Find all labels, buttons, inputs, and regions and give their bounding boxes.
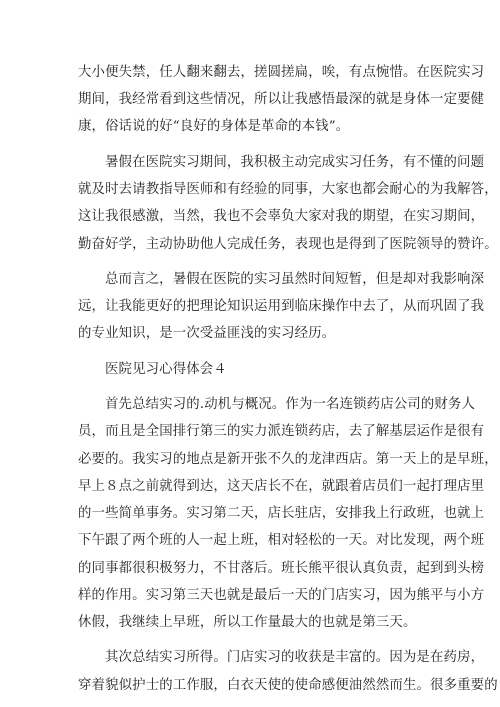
paragraph-line: 早上８点之前就得到达，这天店长不在，就跟着店员们一起打理店里 (78, 478, 485, 494)
paragraph-line: 远，让我能更好的把理论知识运用到临床操作中去了，从而巩固了我 (78, 299, 485, 315)
paragraph-line: 的专业知识，是一次受益匪浅的实习经历。 (78, 326, 336, 342)
paragraph-line: 休假，我继续上早班，所以工作量最大的也就是第三天。 (78, 615, 417, 631)
paragraph-line: 的同事都很积极努力，不甘落后。班长熊平很认真负责，起到到头榜 (78, 560, 485, 576)
paragraph-line: 总而言之，暑假在医院的实习虽然时间短暂，但是却对我影响深 (105, 271, 485, 287)
paragraph-line: 样的作用。实习第三天也就是最后一天的门店实习，因为熊平与小方 (78, 587, 485, 603)
paragraph-line: 大小便失禁，任人翻来翻去，搓圆搓扁，唉，有点惋惜。在医院实习 (78, 65, 485, 80)
paragraph-line: 康，俗话说的好“良好的身体是革命的本钱”。 (78, 119, 350, 135)
paragraph-line: 就及时去请教指导医师和有经验的同事，大家也都会耐心的为我解答， (78, 182, 498, 198)
paragraph-line: 的一些简单事务。实习第二天，店长驻店，安排我上行政班，也就上 (78, 506, 485, 522)
paragraph-line: 穿着貌似护士的工作服，白衣天使的使命感便油然然而生。很多重要的 (78, 677, 498, 693)
paragraph-line: 其次总结实习所得。门店实习的收获是丰富的。因为是在药房， (105, 650, 485, 666)
paragraph-line: 下午跟了两个班的人一起上班，相对轻松的一天。对比发现，两个班 (78, 533, 485, 549)
paragraph-line: 勤奋好学，主动协助他人完成任务，表现也是得到了医院领导的赞许。 (78, 236, 498, 252)
paragraph-line: 期间，我经常看到这些情况，所以让我感悟最深的就是身体一定要健 (78, 92, 485, 108)
paragraph-line: 首先总结实习的.动机与概况。作为一名连锁药店公司的财务人 (105, 397, 476, 413)
paragraph-line: 暑假在医院实习期间，我积极主动完成实习任务，有不懂的问题 (105, 154, 485, 170)
paragraph-line: 这让我很感激，当然，我也不会辜负大家对我的期望，在实习期间， (78, 209, 485, 225)
paragraph-line: 员，而且是全国排行第三的实力派连锁药店，去了解基层运作是很有 (78, 424, 485, 440)
paragraph-line: 必要的。我实习的地点是新开张不久的龙津西店。第一天上的是早班， (78, 451, 498, 467)
section-heading: 医院见习心得体会４ (105, 361, 227, 377)
